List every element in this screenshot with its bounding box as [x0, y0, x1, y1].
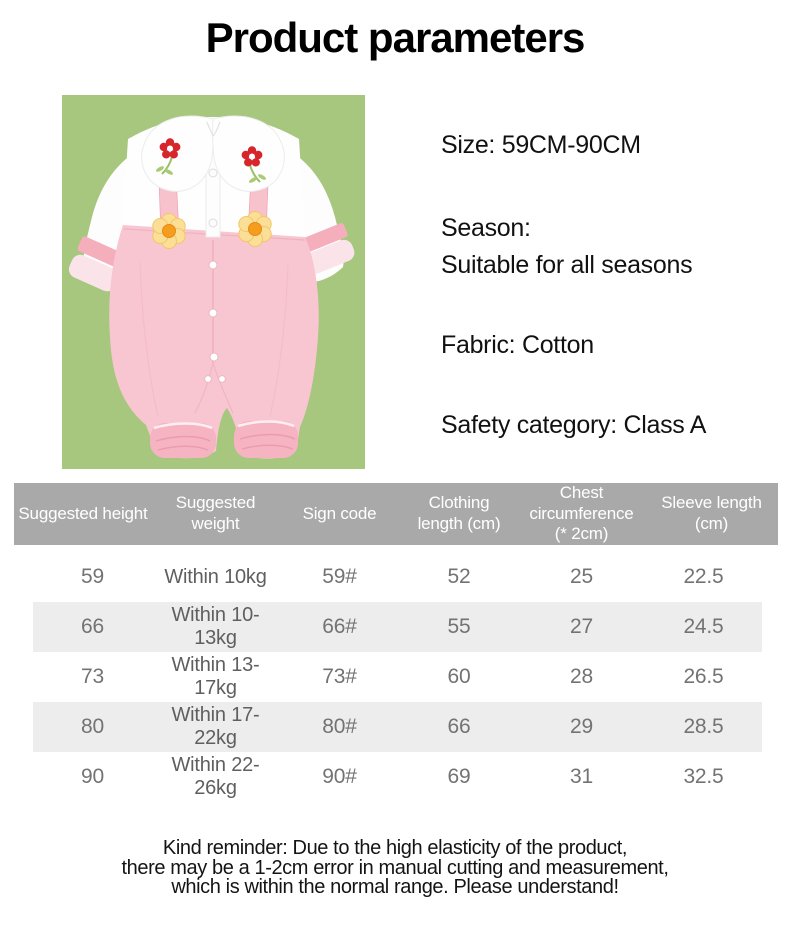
yellow-flower-right	[239, 212, 271, 247]
cell-suggested-weight: Within 10kg	[164, 565, 267, 588]
page-title: Product parameters	[205, 14, 585, 61]
cell-sign-code: 59#	[322, 565, 357, 588]
col-header-sign-code: Sign code	[302, 503, 377, 523]
col-header-suggested-weight: Suggested weight	[175, 493, 256, 534]
cell-suggested-height: 80	[81, 715, 104, 738]
cell-clothing-length: 69	[447, 765, 471, 788]
cell-sign-code: 80#	[322, 715, 357, 738]
reminder-line: there may be a 1-2cm error in manual cutting and measurement,	[121, 856, 669, 879]
yellow-flower-left	[153, 214, 185, 249]
cell-sleeve-length: 32.5	[683, 765, 724, 788]
spec-season-label: Season:	[441, 214, 531, 242]
table-row	[33, 702, 762, 752]
cell-suggested-weight: Within 17-22kg	[171, 704, 260, 749]
reminder-line: Kind reminder: Due to the high elasticity of the product,	[162, 837, 628, 859]
col-header-chest-circumference: Chest circumference (* 2cm)	[529, 483, 634, 544]
cell-sleeve-length: 22.5	[683, 565, 724, 588]
cell-clothing-length: 60	[447, 665, 471, 688]
col-header-suggested-height: Suggested height	[18, 503, 148, 523]
table-row	[33, 602, 762, 652]
spec-fabric: Fabric: Cotton	[441, 331, 594, 359]
cell-clothing-length: 55	[447, 615, 471, 638]
cell-suggested-weight: Within 13-17kg	[171, 654, 260, 699]
cell-clothing-length: 52	[447, 565, 471, 588]
reminder-line: which is within the normal range. Please understand!	[171, 876, 619, 898]
col-header-sleeve-length: Sleeve length (cm)	[661, 493, 762, 534]
cell-sleeve-length: 24.5	[683, 615, 724, 638]
cell-sign-code: 90#	[322, 765, 357, 788]
cell-suggested-height: 66	[81, 615, 104, 638]
cell-chest-circumference: 27	[570, 615, 593, 638]
product-photo	[62, 95, 365, 469]
kind-reminder	[0, 839, 790, 898]
cell-suggested-height: 90	[81, 765, 104, 788]
cell-chest-circumference: 28	[570, 665, 593, 688]
spec-season-value: Suitable for all seasons	[441, 251, 693, 279]
cell-suggested-weight: Within 10-13kg	[171, 604, 260, 649]
spec-size: Size: 59CM-90CM	[441, 131, 641, 159]
table-row	[33, 652, 762, 702]
cell-chest-circumference: 25	[570, 565, 593, 588]
cell-suggested-weight: Within 22-26kg	[171, 754, 260, 799]
cell-suggested-height: 59	[81, 565, 104, 588]
romper-illustration	[62, 95, 365, 469]
cell-clothing-length: 66	[447, 715, 471, 738]
cell-sign-code: 66#	[322, 615, 357, 638]
cell-sleeve-length: 28.5	[683, 715, 724, 738]
col-header-clothing-length: Clothing length (cm)	[417, 493, 501, 534]
cell-sleeve-length: 26.5	[683, 665, 724, 688]
cell-sign-code: 73#	[322, 665, 357, 688]
table-row	[33, 552, 762, 602]
cell-chest-circumference: 29	[570, 715, 593, 738]
cell-chest-circumference: 31	[570, 765, 593, 788]
table-row	[33, 752, 762, 802]
cell-suggested-height: 73	[81, 665, 104, 688]
size-table-header	[14, 483, 778, 545]
spec-safety: Safety category: Class A	[441, 411, 707, 439]
size-table-body	[33, 552, 762, 802]
